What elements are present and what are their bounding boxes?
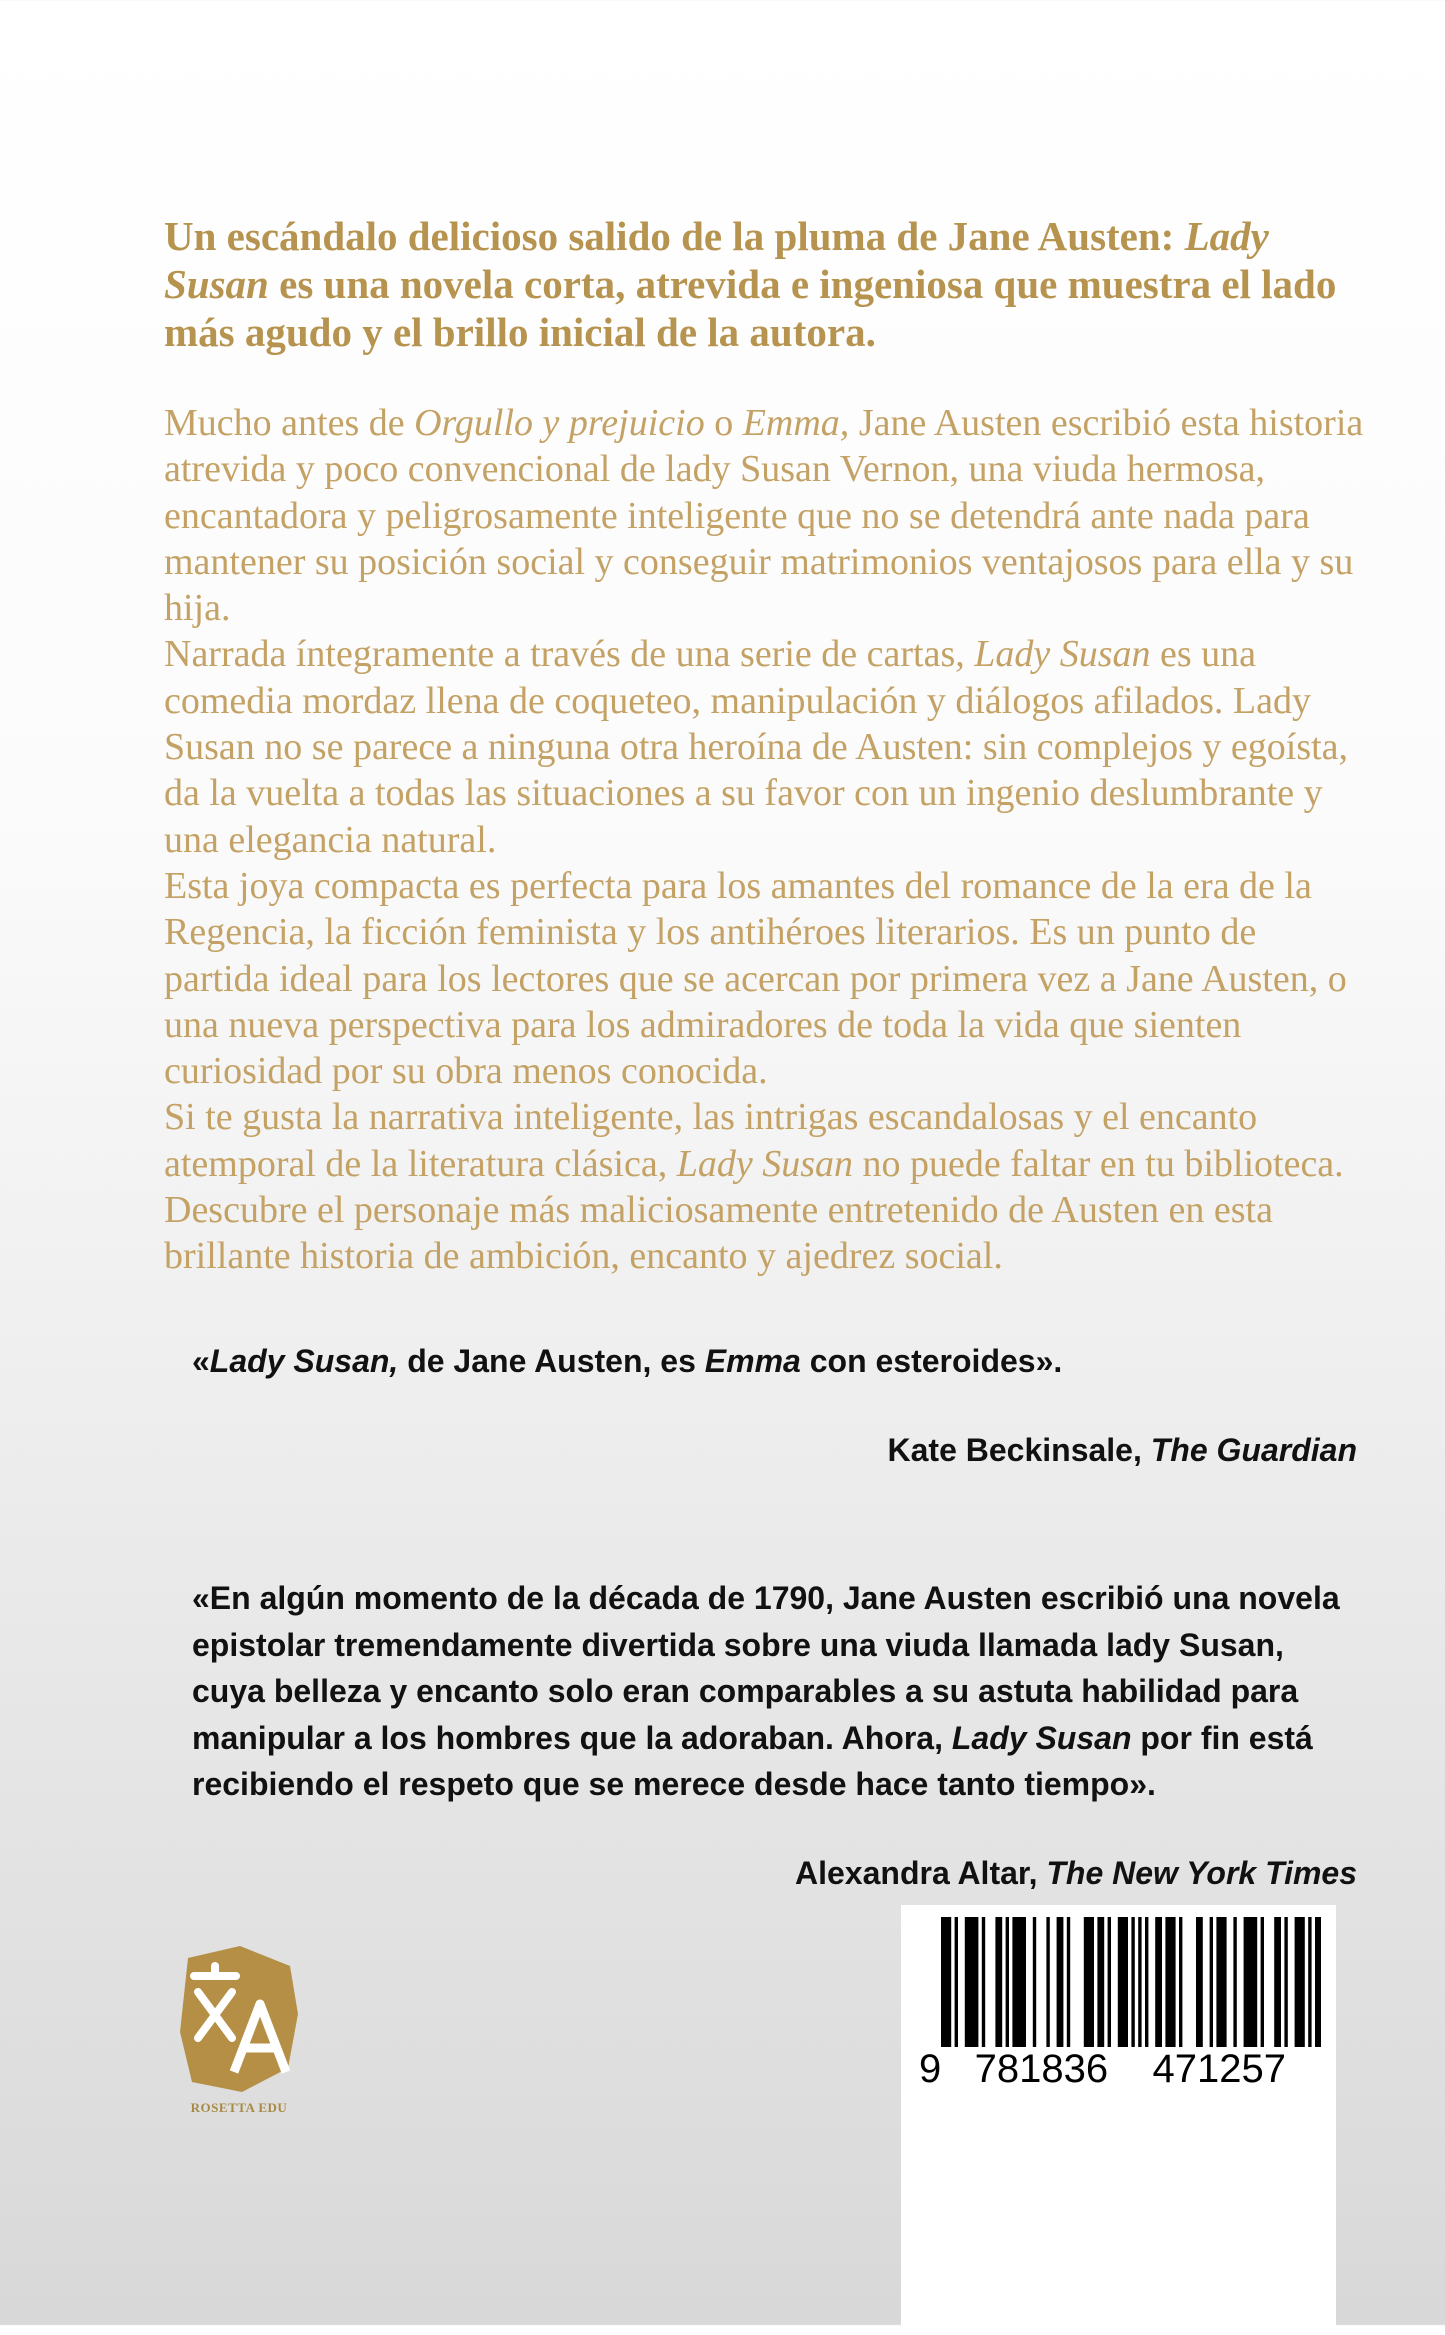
lead-title: Lady Susan — [164, 213, 1269, 307]
barcode-bar — [1165, 1917, 1175, 2047]
barcode-bar — [1179, 1917, 1182, 2047]
barcode-bar — [1261, 1917, 1264, 2047]
barcode-bar — [1012, 1917, 1026, 2047]
barcode-bar — [1244, 1917, 1258, 2047]
barcode-bar — [982, 1917, 985, 2047]
barcode-bar — [1315, 1917, 1321, 2047]
isbn-barcode — [901, 1905, 1336, 2335]
barcode-bar — [1108, 1917, 1111, 2047]
barcode-bar — [1216, 1917, 1226, 2047]
barcode-bar — [1118, 1917, 1128, 2047]
description-body — [164, 400, 1364, 1280]
barcode-bar — [1046, 1917, 1049, 2047]
barcode-number: 9 781836 471257 — [919, 2047, 1287, 2091]
lead-text-end: es una novela corta, atrevida e ingeniosa que muestra el lado más agudo y el brillo inicial de la autora. — [164, 261, 1337, 355]
review-quote-1: «Lady Susan, de Jane Austen, es Emma con esteroides». — [192, 1343, 1063, 1379]
barcode-bar — [1274, 1917, 1281, 2047]
barcode-bar — [1308, 1917, 1311, 2047]
publisher-name: ROSETTA EDU — [190, 2100, 288, 2115]
barcode-bar — [965, 1917, 979, 2047]
description-paragraph-3: Esta joya compacta es perfecta para los amantes del romance de la era de la Regencia, la ficción feminista y los antihéroes literarios. Es un punto de partida ideal para los lectores que se acercan por primera vez a Jane Austen, o una nueva perspectiva para los admiradores de toda la vida que sienten curiosidad por su obra menos conocida. — [164, 864, 1347, 1093]
barcode-bar — [1210, 1917, 1213, 2047]
review-quote-2: «En algún momento de la década de 1790, Jane Austen escribió una novela epistolar tremendamente divertida sobre una viuda llamada lady Susan, cuya belleza y encanto solo eran comparables a su astuta habilidad para manipular a los hombres que la adoraban. Ahora, Lady Susan por fin está recibiendo el respeto que se merece desde hace tanto tiempo». — [192, 1580, 1340, 1802]
barcode-bar — [1196, 1917, 1203, 2047]
barcode-bar — [1131, 1917, 1134, 2047]
barcode-bar — [1033, 1917, 1036, 2047]
barcode-bar — [995, 1917, 1002, 2047]
publisher-logo — [178, 1944, 300, 2094]
barcode-bar — [1006, 1917, 1009, 2047]
review-attribution-1: Kate Beckinsale, The Guardian — [887, 1432, 1357, 1468]
barcode-bar — [1084, 1917, 1094, 2047]
barcode-bar — [1097, 1917, 1104, 2047]
barcode-bar — [1138, 1917, 1141, 2047]
description-paragraph-2: Narrada íntegramente a través de una serie de cartas, Lady Susan es una comedia mordaz llena de coqueteo, manipulación y diálogos afilados. Lady Susan no se parece a ninguna otra heroína de Austen: sin complejos y egoísta, da la vuelta a todas las situaciones a su favor con un ingenio deslumbrante y una elegancia natural. — [164, 633, 1349, 861]
lead-paragraph — [164, 212, 1364, 356]
barcode-bar — [1155, 1917, 1162, 2047]
description-paragraph-4: Si te gusta la narrativa inteligente, las intrigas escandalosas y el encanto atemporal de la literatura clásica, Lady Susan no puede faltar en tu biblioteca. Descubre el personaje más maliciosamente entretenido de Austen en esta brillante historia de ambición, encanto y ajedrez social. — [164, 1096, 1344, 1278]
barcode-bar — [1067, 1917, 1070, 2047]
barcode-bars — [941, 1917, 1321, 2047]
barcode-bar — [941, 1917, 951, 2047]
barcode-bar — [1284, 1917, 1287, 2047]
description-paragraph-1: Mucho antes de Orgullo y prejuicio o Emma, Jane Austen escribió esta historia atrevida y poco convencional de lady Susan Vernon, una viuda hermosa, encantadora y peligrosamente inteligente que no se detendrá ante nada para mantener su posición social y conseguir matrimonios ventajosos para ella y su hija. — [164, 402, 1364, 630]
barcode-bar — [1145, 1917, 1148, 2047]
barcode-bar — [955, 1917, 958, 2047]
barcode-bar — [1057, 1917, 1064, 2047]
barcode-bar — [1233, 1917, 1236, 2047]
lead-text: Un escándalo delicioso salido de la pluma de Jane Austen: — [164, 213, 1185, 259]
translate-icon — [178, 1944, 300, 2094]
review-attribution-2: Alexandra Altar, The New York Times — [795, 1855, 1357, 1891]
barcode-bar — [1295, 1917, 1305, 2047]
